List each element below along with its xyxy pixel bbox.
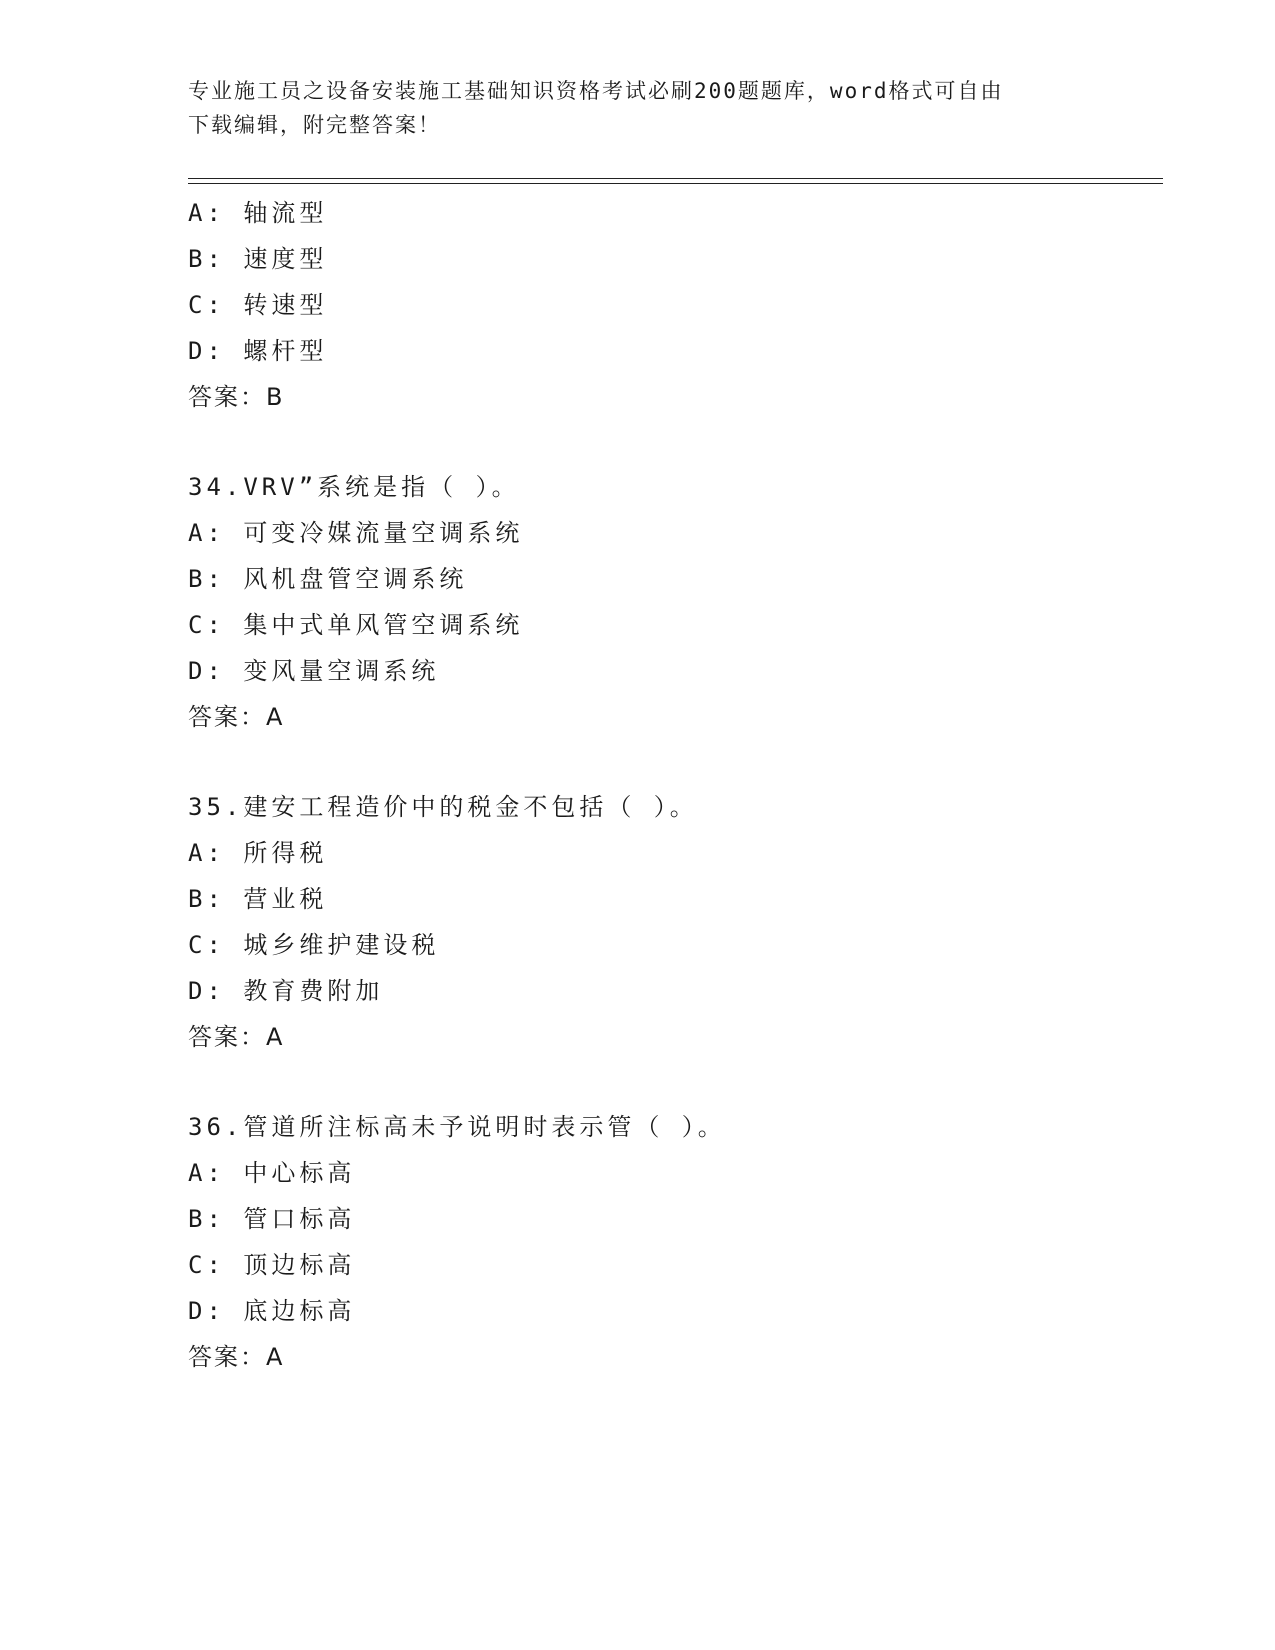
question-text: 36.管道所注标高未予说明时表示管（ ）。 bbox=[188, 1113, 726, 1141]
option-a: A: 可变冷媒流量空调系统 bbox=[188, 519, 524, 547]
option-d: D: 底边标高 bbox=[188, 1297, 356, 1325]
option-c: C: 城乡维护建设税 bbox=[188, 931, 440, 959]
option-a: A: 中心标高 bbox=[188, 1159, 356, 1187]
question-34-block bbox=[188, 464, 1163, 740]
option-c: C: 顶边标高 bbox=[188, 1251, 356, 1279]
question-33-block bbox=[188, 190, 1163, 420]
option-d: D: 螺杆型 bbox=[188, 337, 328, 365]
spacer bbox=[188, 420, 1163, 464]
header-line-2: 下载编辑，附完整答案！ bbox=[188, 113, 441, 137]
option-b: B: 营业税 bbox=[188, 885, 328, 913]
question-36-block bbox=[188, 1104, 1163, 1380]
option-b: B: 风机盘管空调系统 bbox=[188, 565, 468, 593]
answer-line: 答案：A bbox=[188, 1343, 285, 1371]
header-rule-bottom bbox=[188, 183, 1163, 184]
question-text: 35.建安工程造价中的税金不包括（ ）。 bbox=[188, 793, 698, 821]
option-d: D: 变风量空调系统 bbox=[188, 657, 440, 685]
question-35-block bbox=[188, 784, 1163, 1060]
option-c: C: 转速型 bbox=[188, 291, 328, 319]
option-a: A: 所得税 bbox=[188, 839, 328, 867]
option-b: B: 速度型 bbox=[188, 245, 328, 273]
header-rule-top bbox=[188, 178, 1163, 179]
option-a: A: 轴流型 bbox=[188, 199, 328, 227]
answer-line: 答案：B bbox=[188, 383, 285, 411]
header-line-1: 专业施工员之设备安装施工基础知识资格考试必刷200题题库，word格式可自由 bbox=[188, 79, 1004, 103]
document-header bbox=[188, 74, 1088, 142]
option-d: D: 教育费附加 bbox=[188, 977, 384, 1005]
answer-line: 答案：A bbox=[188, 703, 285, 731]
answer-line: 答案：A bbox=[188, 1023, 285, 1051]
question-list bbox=[188, 190, 1163, 1380]
option-b: B: 管口标高 bbox=[188, 1205, 356, 1233]
spacer bbox=[188, 740, 1163, 784]
question-text: 34.VRV”系统是指（ ）。 bbox=[188, 473, 520, 501]
spacer bbox=[188, 1060, 1163, 1104]
option-c: C: 集中式单风管空调系统 bbox=[188, 611, 524, 639]
